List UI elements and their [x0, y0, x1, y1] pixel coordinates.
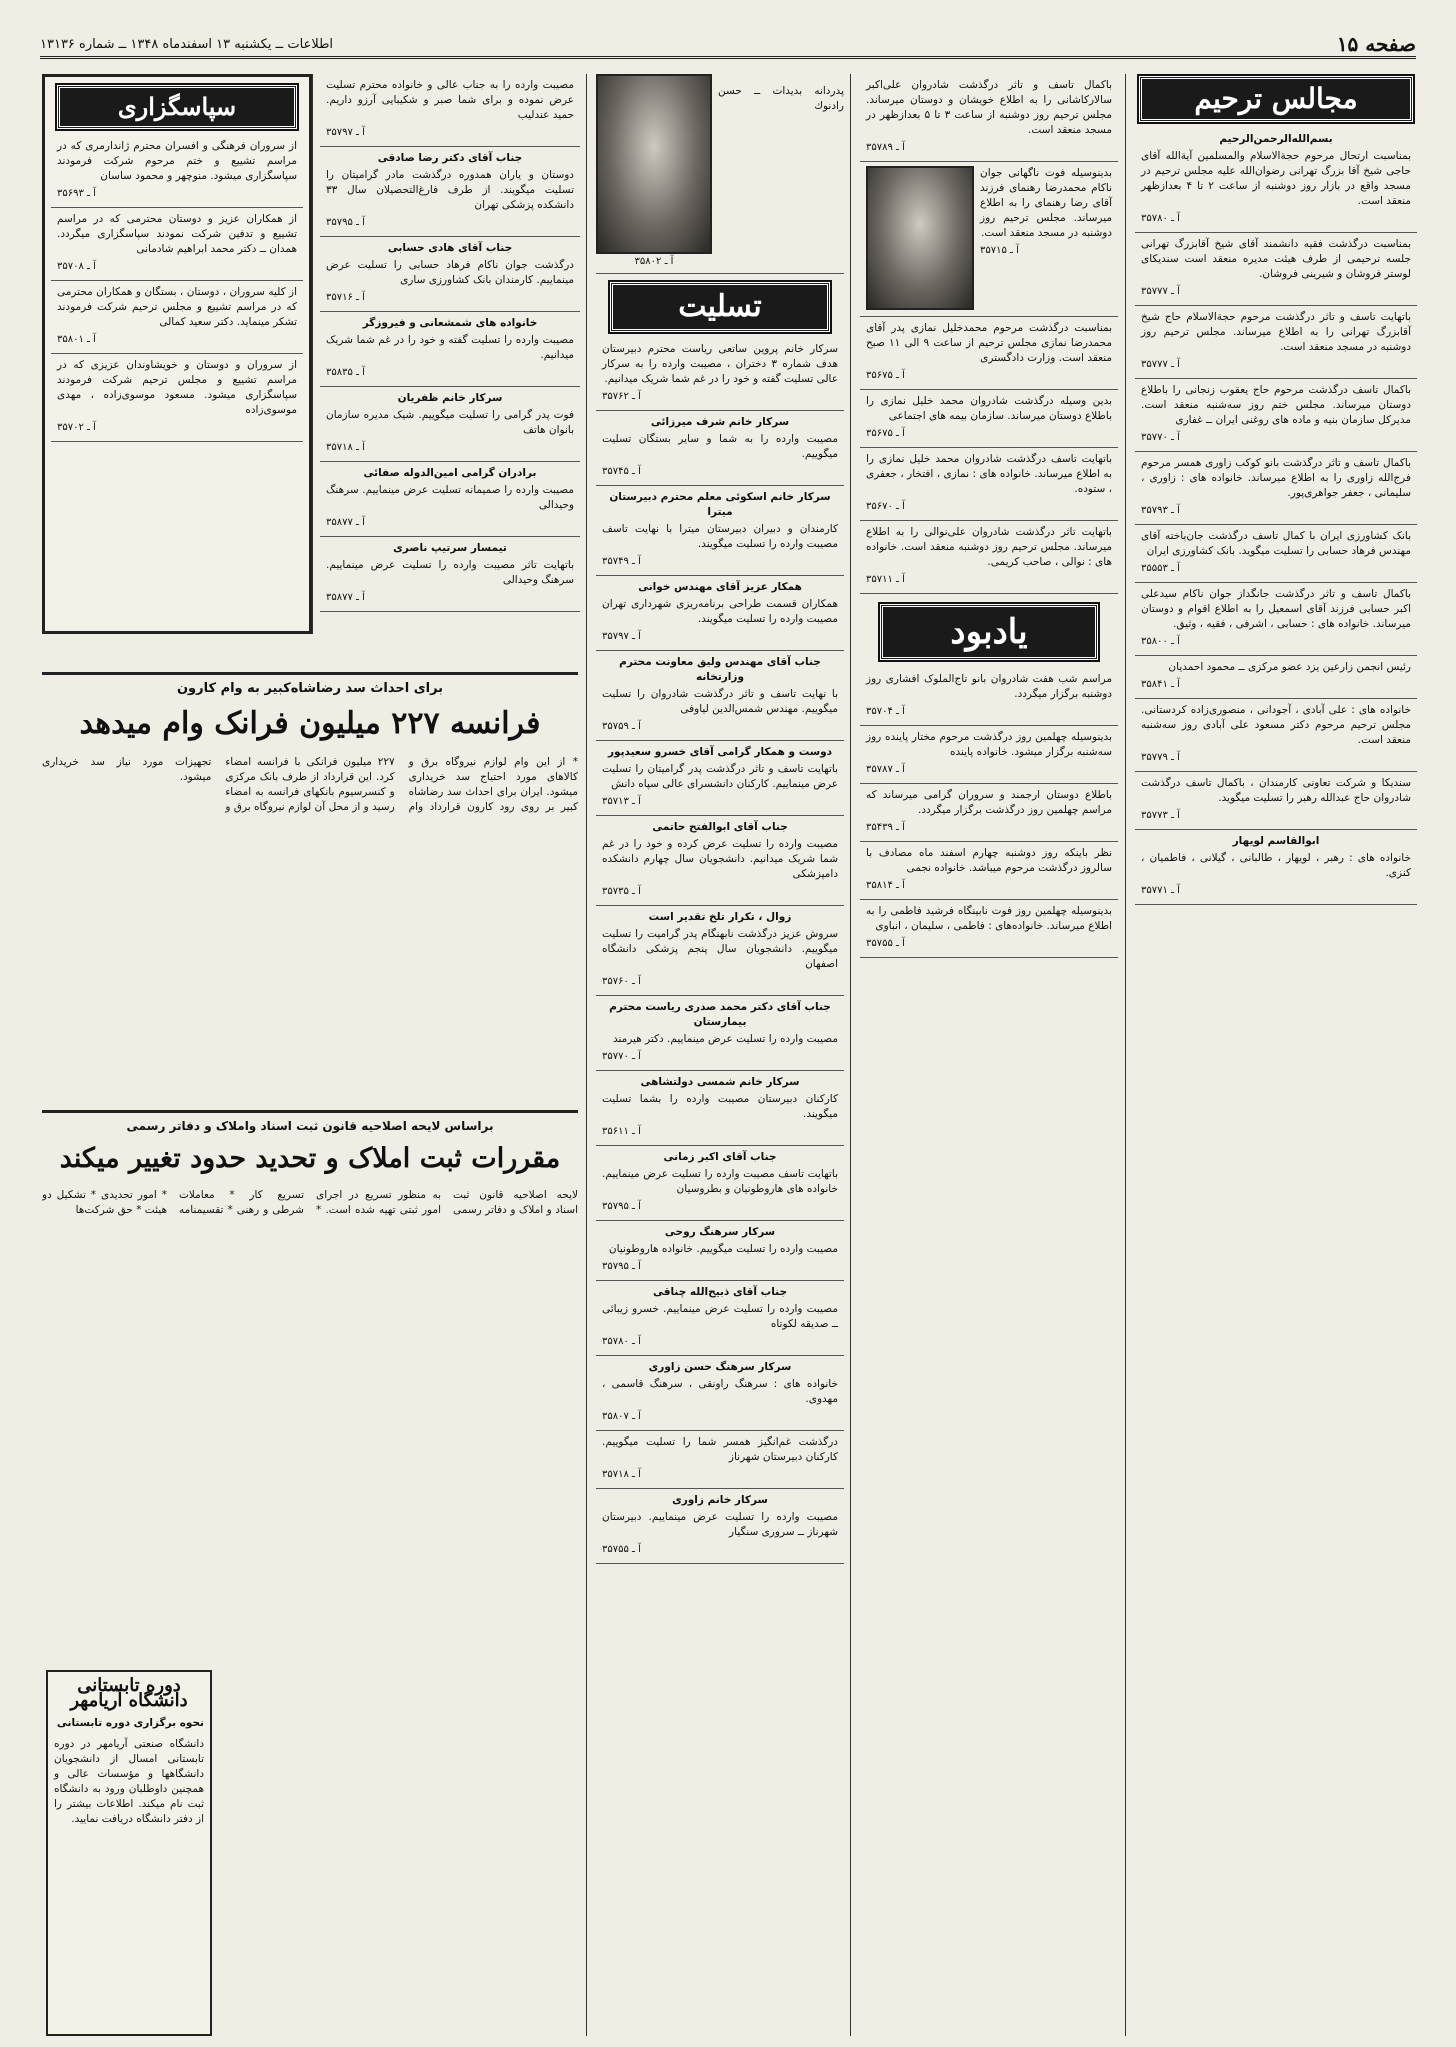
- notice-code: آ ـ ۳۵۷۷۰: [602, 1051, 641, 1062]
- notice-title: سرکار خانم اسکوئی معلم محترم دبیرستان میترا: [609, 491, 831, 518]
- section-header-tasliyat: تسلیت: [610, 282, 830, 332]
- notice-code: آ ـ ۳۵۷۶۲: [602, 391, 641, 402]
- notice-body: خانواده های : رهبر ، لویهار ، طالبانی ، گیلانی ، فاطمیان ، کنزی.: [1141, 852, 1411, 879]
- notice-body: سندیکا و شرکت تعاونی کارمندان ، باکمال تاسف درگذشت شادروان حاج عبدالله رهبر را تسلیت میگوید.: [1141, 777, 1411, 804]
- notice: [320, 74, 580, 147]
- notice-code: آ ـ ۳۵۷۰۴: [866, 706, 905, 717]
- column-2: [860, 74, 1118, 2036]
- notice: [596, 1071, 844, 1146]
- notice-code: آ ـ ۳۵۶۷۵: [866, 428, 905, 439]
- notice-code: آ ـ ۳۵۴۳۹: [866, 822, 905, 833]
- notice-body: سرکار خانم پروین ساتعی ریاست محترم دبیرستان هدف شماره ۳ دختران ، مصیبت وارده را به سرکار عالی تسلیت گفته و خود را در غم شما شریک میدانیم.: [602, 343, 838, 385]
- notice-code: آ ـ ۳۵۷۹۷: [602, 631, 641, 642]
- notice-body: بدینوسیله فوت ناگهانی جوان ناکام محمدرضا رهنمای فرزند آقای رضا رهنمای را به اطلاع میرساند. مجلس ترحیم روز دوشنبه در مسجد منعقد است.: [980, 167, 1112, 239]
- notice-body: از سروران فرهنگی و افسران محترم ژاندارمری که در مراسم تشییع و ختم مرحوم شرکت فرمودند سپاسگزاری میشود. منوچهر و محمود ساسان: [57, 140, 297, 182]
- notice: [596, 1281, 844, 1356]
- notice-code: آ ـ ۳۵۷۷۹: [1141, 752, 1180, 763]
- article-headline: مقررات ثبت املاک و تحدید حدود تغییر میکند: [59, 1143, 561, 1174]
- notice-body: مصیبت وارده را تسلیت عرض کرده و خود را در غم شما شریک میدانیم. دانشجویان سال چهارم دانشکده دامپزشکی: [602, 838, 838, 880]
- notice-code: آ ـ ۳۵۷۴۹: [602, 556, 641, 567]
- article-headline: فرانسه ۲۲۷ میلیون فرانک وام میدهد: [79, 706, 541, 741]
- masthead: [40, 32, 1416, 59]
- notice-code: آ ـ ۳۵۷۱۶: [326, 292, 365, 303]
- notice-code: آ ـ ۳۵۷۸۹: [866, 142, 905, 153]
- notice: [596, 1221, 844, 1281]
- notice-body: مصیبت وارده را تسلیت عرض مینماییم. دکتر هیرمند: [612, 1033, 838, 1045]
- notice-body: مراسم شب هفت شادروان بانو تاج‌الملوک افشاری روز دوشنبه برگزار میگردد.: [866, 673, 1112, 700]
- notice-body: فوت پدر گرامی را تسلیت میگوییم. شیک مدیره سازمان بانوان هاتف: [326, 409, 574, 436]
- notice-body: باتهایت تاسف و تاثر درگذشت پدر گرامیتان را تسلیت عرض مینماییم. کارکنان دانشسرای عالی سپاه دانش: [602, 763, 838, 790]
- notice-code: آ ـ ۳۵۸۴۱: [1141, 679, 1180, 690]
- notice-code: آ ـ ۳۵۷۸۷: [866, 764, 905, 775]
- notice: [596, 486, 844, 576]
- notice: [320, 312, 580, 387]
- photo-notice: [596, 74, 844, 274]
- notice: [1135, 525, 1417, 583]
- portrait-photo: [866, 166, 974, 310]
- notice: [320, 237, 580, 312]
- notice-body: مصیبت وارده را تسلیت میگوییم. خانواده هاروطونیان: [608, 1243, 838, 1255]
- ad-subtitle: نحوه برگزاری دوره تابستانی: [56, 1717, 204, 1729]
- notice-code: آ ـ ۳۵۷۱۸: [326, 442, 365, 453]
- notice-title: سرکار سرهنگ روحی: [664, 1226, 776, 1238]
- notice: [596, 1489, 844, 1564]
- notice-body: بمناسبت ارتحال مرحوم حجةالاسلام والمسلمین آیةالله آقای حاجی شیخ آقا بزرگ تهرانی رضوان‌الله علیه مجلس ترحیم در مسجد واقع در بازار روز دوشنبه از ساعت ۲ تا ۴ بعدازظهر منعقد است.: [1141, 150, 1411, 207]
- notice-code: آ ـ ۳۵۷۹۵: [602, 1261, 641, 1272]
- notice-body: بدینوسیله چهلمین روز درگذشت مرحوم مختار پاینده روز سه‌شنبه برگزار میشود. خانواده پاینده: [866, 731, 1112, 758]
- ad-body: دانشگاه صنعتی آریامهر در دوره تابستانی امسال از دانشجویان دانشگاهها و مؤسسات عالی و همچنین داوطلبان ورود به دانشگاه ثبت نام میکند. اطلاعات بیشتر را از دفتر دانشگاه دریافت نمایید.: [54, 1738, 204, 1825]
- notice: [860, 521, 1118, 594]
- notice-code: آ ـ ۳۵۸۰۷: [602, 1411, 641, 1422]
- notice-code: آ ـ ۳۵۷۷۱: [1141, 885, 1180, 896]
- notice: [860, 900, 1118, 958]
- notice: [51, 135, 303, 208]
- article-body: لایحه اصلاحیه قانون ثبت اسناد و املاک و دفاتر رسمی به منظور تسریع در اجرای امور ثبتی تهیه شده است. * تسریع کار * معاملات شرطی و رهنی * تقسیمنامه * امور تحدیدی * تشکیل دو هیئت * حق شرکت‌ها: [42, 1189, 578, 1216]
- notice-body: باتهایت تاثر درگذشت شادروان علی‌نوالی را به اطلاع میرساند. مجلس ترحیم روز دوشنبه منعقد است. خانواده های : نوالی ، صاحب کریمی.: [866, 526, 1112, 568]
- notice-code: آ ـ ۳۵۸۰۱: [57, 334, 96, 345]
- portrait-photo: [596, 74, 712, 254]
- notice-code: آ ـ ۳۵۷۱۱: [866, 574, 905, 585]
- notice-title: جناب آقای دکتر محمد صدری ریاست محترم بیمارستان: [609, 1001, 831, 1028]
- notice-body: باطلاع دوستان ارجمند و سروران گرامی میرساند که مراسم چهلمین روز درگذشت برگزار میگردد.: [866, 789, 1112, 816]
- notice-code: آ ـ ۳۵۷۷۳: [1141, 810, 1180, 821]
- notice-title: سرکار خانم شمسی دولتشاهی: [640, 1076, 800, 1088]
- notice-body: مصیبت وارده را به جناب عالی و خانواده محترم تسلیت عرض نموده و برای شما صبر و شکیبایی آرزو داریم. حمید عندلیب: [326, 79, 574, 121]
- notice-code: آ ـ ۳۵۸۳۵: [326, 367, 365, 378]
- ad-title-2: دانشگاه آریامهر: [70, 1690, 188, 1711]
- notice-title: جناب آقای ذبیح‌الله چناقی: [652, 1286, 788, 1298]
- notice-body: مصیبت وارده را تسلیت گفته و خود را در غم شما شریک میدانیم.: [326, 334, 574, 361]
- notice-body: بمناسبت درگذشت فقیه دانشمند آقای شیخ آقابزرگ تهرانی جلسه ترحیمی از طرف هیئت مدیره منعقد است سندیکای لوستر فروشان و شیرینی فروشان.: [1141, 238, 1411, 280]
- notice-body: باتهایت تاثر مصیبت وارده را تسلیت عرض مینماییم. سرهنگ وحیدالی: [326, 559, 574, 586]
- notice-code: آ ـ ۳۵۷۴۵: [602, 466, 641, 477]
- notice-body: باتهایت تاسف مصیبت وارده را تسلیت عرض مینماییم. خانواده های هاروطونیان و بطروسیان: [602, 1168, 838, 1195]
- column-sepasgozari: [42, 74, 312, 634]
- notice: [596, 651, 844, 741]
- notice-body: بانک کشاورزی ایران با کمال تاسف درگذشت جان‌باخته آقای مهندس فرهاد حسابی را تسلیت میگوید. بانک کشاورزی ایران: [1141, 530, 1411, 557]
- notice-title: همکار عزیز آقای مهندس خوانی: [638, 581, 802, 593]
- article-kicker: براساس لایحه اصلاحیه قانون ثبت اسناد واملاک و دفاتر رسمی: [126, 1119, 494, 1133]
- notice-title: جناب آقای ابوالفتح حاتمی: [652, 821, 788, 833]
- notice: [596, 741, 844, 816]
- notice: [1135, 233, 1417, 306]
- notice: [1135, 772, 1417, 830]
- notice: [596, 338, 844, 411]
- notice-code: آ ـ ۳۵۷۵۹: [602, 721, 641, 732]
- column-rule: [1125, 74, 1126, 2036]
- notice-code: آ ـ ۳۵۷۱۵: [980, 245, 1019, 256]
- column-4: [320, 74, 580, 634]
- notice-code: آ ـ ۳۵۵۵۳: [1141, 563, 1180, 574]
- notice-body: باکمال تاسف و تاثر درگذشت شادروان علی‌اکبر سالارکاشانی را به اطلاع خویشان و دوستان میرساند. مجلس ترحیم روز دوشنبه از ساعت ۳ تا ۵ بعدازظهر در مسجد منعقد است.: [866, 79, 1113, 136]
- notice-code: آ ـ ۳۵۷۹۵: [326, 217, 365, 228]
- notice-body: سروش عزیز درگذشت نابهنگام پدر گرامیت را تسلیت میگوییم. دانشجویان سال پنجم پزشکی دانشگاه اصفهان: [602, 928, 838, 970]
- notice-body: رئیس انجمن زارعین یزد عضو مرکزی ــ محمود احمدیان: [1168, 661, 1411, 673]
- page-number: صفحه ۱۵: [1336, 32, 1416, 56]
- notice-code: آ ـ ۳۵۶۷۰: [866, 501, 905, 512]
- notice: [1135, 699, 1417, 772]
- notice-title: زوال ، تکرار تلخ تقدیر است: [648, 911, 792, 923]
- notice-title: بسم‌الله‌الرحمن‌الرحیم: [1219, 133, 1333, 145]
- notice-code: آ ـ ۳۵۷۶۰: [602, 976, 641, 987]
- notice-body: باتهایت تاسف و تاثر درگذشت مرحوم حجةالاسلام حاج شیخ آقابزرگ تهرانی را به اطلاع میرساند. مجلس ترحیم روز دوشنبه در مسجد منعقد است.: [1141, 311, 1411, 353]
- notice: [596, 1431, 844, 1489]
- notice: [1135, 379, 1417, 452]
- notice-body: باکمال تاسف درگذشت مرحوم حاج یعقوب زنجانی را باطلاع دوستان میرساند. مجلس ختم روز سه‌شنبه منعقد است. مدیرکل سازمان بنیه و ماده های روغنی ایران ــ غفاری: [1141, 384, 1411, 426]
- notice-code: آ ـ ۳۵۷۷۰: [1141, 432, 1180, 443]
- notice-body: درگذشت جوان ناکام فرهاد حسابی را تسلیت عرض مینماییم. کارمندان بانک کشاورزی ساری: [326, 259, 574, 286]
- notice: [596, 1356, 844, 1431]
- notice-code: آ ـ ۳۵۷۵۵: [866, 938, 905, 949]
- notice-body: از کلیه سروران ، دوستان ، بستگان و همکاران محترمی که در مراسم تشییع و مجلس ترحیم شرکت فرمودند تشکر مینماید. دکتر سعید کمالی: [57, 286, 297, 328]
- ad-title: دوره تابستانی: [77, 1675, 181, 1696]
- notice-code: آ ـ ۳۵۷۹۵: [602, 1201, 641, 1212]
- notice-code: آ ـ ۳۵۷۵۵: [602, 1544, 641, 1555]
- article-body: * از این وام لوازم نیروگاه برق و کالاهای مورد احتیاج سد خریداری میشود. ایران برای احداث سد رضاشاه کبیر بر روی رود کارون قرارداد وام ۲۲۷ میلیون فرانکی با فرانسه امضاء کرد. این قرارداد از طرف بانک مرکزی و کنسرسیوم بانکهای فرانسه به امضاء رسید و از محل آن لوازم نیروگاه برق و تجهیزات مورد نیاز سد خریداری میشود.: [42, 756, 578, 813]
- notice-body: خانواده های : علی آبادی ، آجودانی ، منصوری‌زاده کردستانی. مجلس ترحیم مرحوم دکتر مسعود علی آبادی روز سه‌شنبه منعقد است.: [1141, 704, 1411, 746]
- notice-code: آ ـ ۳۵۷۰۸: [57, 261, 96, 272]
- notice-body: بمناسبت درگذشت مرحوم محمدخلیل نمازی پدر آقای محمدرضا نمازی مجلس ترحیم از ساعت ۹ الی ۱۱ صبح منعقد است. وزارت دادگستری: [866, 322, 1112, 364]
- issue-info: اطلاعات ــ یکشنبه ۱۳ اسفندماه ۱۳۴۸ ــ شماره ۱۳۱۳۶: [40, 36, 334, 52]
- notice: [1135, 306, 1417, 379]
- notice-body: مصیبت وارده را به شما و سایر بستگان تسلیت میگوییم.: [602, 433, 838, 460]
- notice: [320, 387, 580, 462]
- notice-body: باکمال تاسف و تاثر درگذشت جانگداز جوان ناکام سیدعلی اکبر حسابی فرزند آقای اسمعیل را به اطلاع اقوام و دوستان میرساند. خانواده های : حسابی ، اشرفی ، فقیه ، وثیق.: [1141, 588, 1411, 630]
- column-3: [596, 74, 844, 2036]
- notice: [1135, 128, 1417, 233]
- notice-body: کارمندان و دبیران دبیرستان میترا با نهایت تاسف مصیبت وارده را تسلیت میگویند.: [602, 523, 838, 550]
- notice-body: نظر باینکه روز دوشنبه چهارم اسفند ماه مصادف با سالروز درگذشت مرحوم میباشد. خانواده نجمی: [866, 847, 1112, 874]
- notice-body: با نهایت تاسف و تاثر درگذشت شادروان را تسلیت میگوییم. مهندس شمس‌الدین لیاوفی: [602, 688, 838, 715]
- notice-title: دوست و همکار گرامی آقای خسرو سعیدپور: [607, 746, 833, 758]
- notice: [596, 816, 844, 906]
- news-article-registration-law: [42, 1110, 578, 1673]
- notice: [1135, 656, 1417, 699]
- notice: [51, 281, 303, 354]
- notice-with-photo: [860, 162, 1118, 317]
- notice: [596, 1146, 844, 1221]
- notice-body: همکاران قسمت طراحی برنامه‌ریزی شهرداری تهران مصیبت وارده را تسلیت میگویند.: [602, 598, 838, 625]
- notice: [320, 462, 580, 537]
- notice-code: آ ـ ۳۵۷۳۵: [602, 886, 641, 897]
- notice-title: جناب آقای دکتر رضا صادقی: [377, 152, 523, 164]
- notice-code: آ ـ ۳۵۷۹۳: [1141, 505, 1180, 516]
- notice-body: خانواده های : سرهنگ راونقی ، سرهنگ قاسمی ، مهدوی.: [602, 1378, 838, 1405]
- section-header-sepasgozari: سپاسگزاری: [57, 85, 297, 129]
- notice-code: آ ـ ۳۵۷۱۳: [602, 796, 641, 807]
- notice-code: آ ـ ۳۵۸۰۰: [1141, 636, 1180, 647]
- notice: [1135, 452, 1417, 525]
- notice-title: جناب آقای مهندس ولیق معاونت محترم وزارتخانه: [619, 656, 821, 683]
- notice-body: کارکنان دبیرستان مصیبت وارده را بشما تسلیت میگویند.: [602, 1093, 838, 1120]
- ad-aryamehr-university: [46, 1670, 212, 2036]
- notice-code: آ ـ ۳۵۶۷۵: [866, 370, 905, 381]
- notice-title: خانواده های شمشعانی و فیروزگر: [362, 317, 538, 329]
- notice: [860, 784, 1118, 842]
- notice: [860, 726, 1118, 784]
- notice-code: آ ـ ۳۵۷۷۷: [1141, 359, 1180, 370]
- news-article-france-loan: [42, 672, 578, 1105]
- notice: [860, 448, 1118, 521]
- notice-code: آ ـ ۳۵۷۸۰: [1141, 213, 1180, 224]
- notice: [1135, 583, 1417, 656]
- notice-code: آ ـ ۳۵۷۱۸: [602, 1469, 641, 1480]
- notice: [860, 74, 1118, 162]
- section-header-majales: مجالس ترحیم: [1139, 76, 1413, 122]
- notice-title: جناب آقای هادی حسابی: [387, 242, 513, 254]
- notice: [860, 668, 1118, 726]
- notice-body: باکمال تاسف و تاثر درگذشت بانو کوکب زاوری همسر مرحوم فرج‌الله زاوری را به اطلاع میرساند. خانواده های : زاوری ، سلیمانی ، جعفر جواهری‌پور.: [1141, 457, 1411, 499]
- notice-code: آ ـ ۳۵۸۱۴: [866, 880, 905, 891]
- notice-code: آ ـ ۳۵۷۰۲: [57, 422, 96, 433]
- notice: [596, 996, 844, 1071]
- notice-code: آ ـ ۳۵۷۸۰: [602, 1336, 641, 1347]
- notice: [596, 576, 844, 651]
- notice-body: دوستان و یاران همدوره درگذشت مادر گرامیتان را تسلیت میگویند. از طرف فارغ‌التحصیلان سال ۳۳ دانشکده پزشکی تهران: [326, 169, 574, 211]
- notice: [1135, 830, 1417, 905]
- notice: [860, 390, 1118, 448]
- notice-title: سرکار سرهنگ حسن زاوری: [648, 1361, 792, 1373]
- notice-code: آ ـ ۳۵۶۹۳: [57, 188, 96, 199]
- notice: [860, 842, 1118, 900]
- notice-title: برادران گرامی امین‌الدوله صفائی: [363, 467, 537, 479]
- notice: [320, 147, 580, 237]
- notice-title: سرکار خانم ظفریان: [397, 392, 503, 404]
- notice-body: از سروران و دوستان و خویشاوندان عزیزی که در مراسم تشییع و مجلس ترحیم شرکت فرمودند سپاسگزاری میشود. مسعود موسوی‌زاده ، مهدی موسوی‌زاده: [57, 359, 297, 416]
- notice-body: از همکاران عزیز و دوستان محترمی که در مراسم تشییع و تدفین شرکت نمودند سپاسگزاری میگردد. همدان ــ دکتر محمد ابراهیم شادمانی: [57, 213, 297, 255]
- column-rule: [586, 74, 587, 2036]
- notice: [51, 354, 303, 442]
- notice: [51, 208, 303, 281]
- notice-code: آ ـ ۳۵۶۱۱: [602, 1126, 641, 1137]
- photo-code: آ ـ ۳۵۸۰۲: [634, 256, 674, 267]
- column-majales-tarhim: [1135, 74, 1417, 2036]
- section-header-yadbud: یادبود: [880, 604, 1098, 660]
- notice: [596, 906, 844, 996]
- notice-code: آ ـ ۳۵۸۷۷: [326, 517, 365, 528]
- notice-code: آ ـ ۳۵۷۷۷: [1141, 286, 1180, 297]
- notice: [320, 537, 580, 612]
- notice-body: بدین وسیله درگذشت شادروان محمد خلیل نمازی را باطلاع دوستان میرساند. سازمان بیمه های اجتماعی: [866, 395, 1112, 422]
- column-rule: [312, 74, 313, 634]
- notice-body: بدینوسیله چهلمین روز فوت نابینگاه فرشید فاطمی را به اطلاع میرساند. خانواده‌های : فاطمی ، سلیمان ، انباوی: [866, 905, 1112, 932]
- notice-body: مصیبت وارده را تسلیت عرض مینماییم. دبیرستان شهرناز ــ سروری سنگیار: [602, 1511, 838, 1538]
- notice-title: سرکار خانم شرف میرزائی: [650, 416, 790, 428]
- notice-code: آ ـ ۳۵۷۹۷: [326, 127, 365, 138]
- column-rule: [850, 74, 851, 2036]
- notice-code: آ ـ ۳۵۸۷۷: [326, 592, 365, 603]
- notice-title: ابوالقاسم لویهار: [1232, 835, 1320, 847]
- article-kicker: برای احداث سد رضاشاه‌کبیر به وام کارون: [176, 681, 444, 696]
- notice-title: سرکار خانم زاوری: [672, 1494, 768, 1506]
- notice-title: جناب آقای اکبر زمانی: [663, 1151, 777, 1163]
- notice-body: مصیبت وارده را تسلیت عرض مینماییم. خسرو زیبائی ــ صدیقه لکوتاه: [602, 1303, 838, 1330]
- notice-body: درگذشت غم‌انگیز همسر شما را تسلیت میگوییم. کارکنان دبیرستان شهرناز: [602, 1436, 838, 1463]
- notice: [860, 317, 1118, 390]
- notice-body: مصیبت وارده را صمیمانه تسلیت عرض مینماییم. سرهنگ وحیدالی: [326, 484, 574, 511]
- photo-caption: پدردانه بدیدات ــ حسن رادنوك: [718, 85, 844, 112]
- notice-title: تیمسار سرتیپ ناصری: [393, 542, 507, 554]
- notice: [596, 411, 844, 486]
- notice-body: باتهایت تاسف درگذشت شادروان محمد خلیل نمازی را به اطلاع میرساند. خانواده های : نمازی ، افتخار ، جعفری ، ستوده.: [866, 453, 1112, 495]
